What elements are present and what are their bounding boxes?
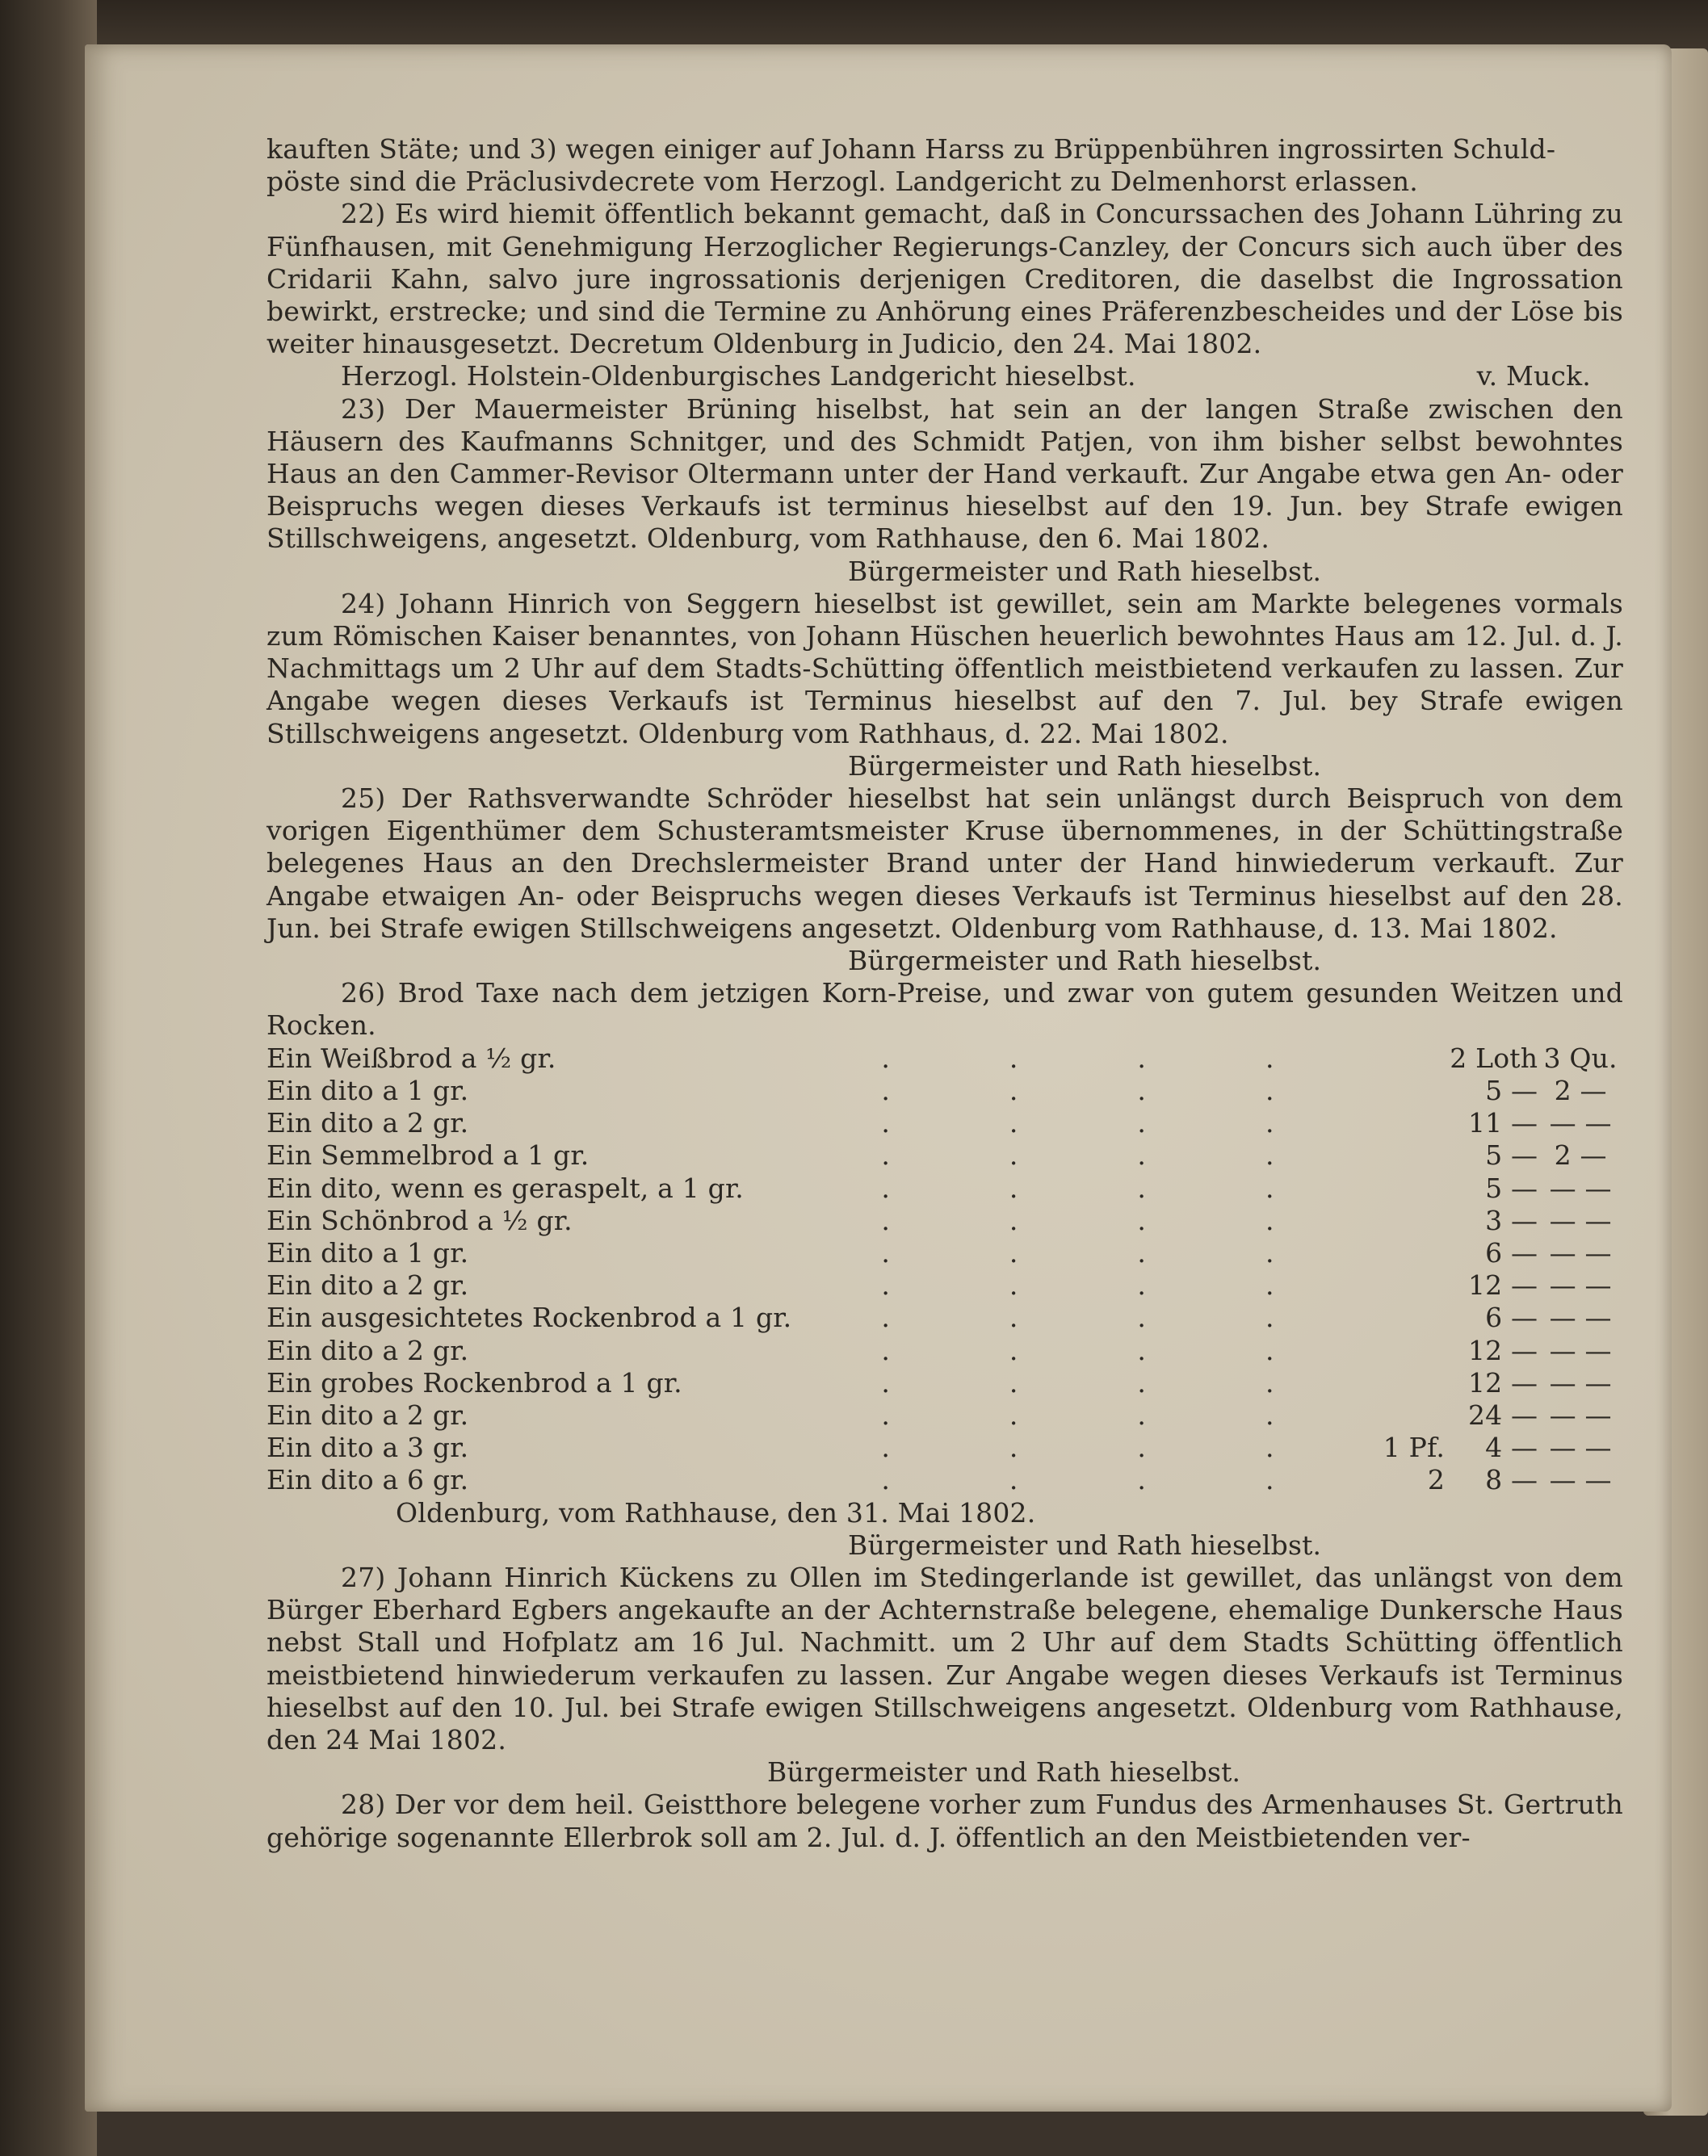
bread-item: Ein grobes Rockenbrod a 1 gr. xyxy=(266,1366,682,1399)
leader-mark: ․ xyxy=(881,1366,891,1399)
book-binding-edge xyxy=(0,0,97,2156)
leader-mark: ․ xyxy=(1137,1236,1147,1269)
bread-item: Ein dito a 2 gr. xyxy=(266,1269,469,1302)
notice-24: 24) Johann Hinrich von Seggern hieselbst ist gewillet, sein am Markte belegenes vormals zum Römischen Kaiser benanntes, von Johann Hüschen heuerlich bewohntes Haus am 12. Jul. d. J. Nachmittags um 2 Uhr auf dem Stadts-Schütting öffentlich meistbietend verkaufen zu lassen. Zur Angabe wegen dieses Verkaufs ist Terminus hieselbst auf den 7. Jul. bey Strafe ewigen Stillschweigens angesetzt. Oldenburg vom Rathhaus, d. 22. Mai 1802. xyxy=(266,587,1623,749)
bread-loth: 6 — xyxy=(1485,1302,1538,1334)
leader-mark: ․ xyxy=(1009,1172,1018,1204)
bread-pfund xyxy=(1334,1335,1445,1367)
leader-mark: ․ xyxy=(1265,1366,1274,1399)
leader-mark: ․ xyxy=(1009,1139,1018,1172)
notice-27-signature: Bürgermeister und Rath hieselbst. xyxy=(767,1756,1241,1789)
bread-row xyxy=(266,1042,1623,1075)
bread-item: Ein dito a 2 gr. xyxy=(266,1107,469,1139)
leader-mark: ․ xyxy=(881,1042,891,1074)
leader-mark: ․ xyxy=(1009,1334,1018,1366)
leader-mark: ․ xyxy=(1137,1172,1147,1204)
leader-mark: ․ xyxy=(1137,1399,1147,1431)
notice-23: 23) Der Mauermeister Brüning hiselbst, hat sein an der langen Straße zwischen den Häusern des Kaufmanns Schnitger, und des Schmidt Patjen, von ihm bisher selbst bewohntes Haus an den Cammer-Revisor Oltermann unter der Hand verkauft. Zur Angabe etwa gen An- oder Beispruchs wegen dieses Verkaufs ist terminus hieselbst auf den 19. Jun. bey Strafe ewigen Stillschweigens, angesetzt. Oldenburg, vom Rathhause, den 6. Mai 1802. xyxy=(266,392,1623,555)
leader-mark: ․ xyxy=(1265,1269,1274,1302)
bread-pfund xyxy=(1334,1075,1445,1107)
bread-row xyxy=(266,1367,1623,1399)
bread-item: Ein dito, wenn es geraspelt, a 1 gr. xyxy=(266,1172,745,1204)
bread-row xyxy=(266,1302,1623,1334)
leader-mark: ․ xyxy=(1009,1399,1018,1431)
bread-pfund xyxy=(1334,1107,1445,1139)
leader-mark: ․ xyxy=(1009,1042,1018,1074)
leader-mark: ․ xyxy=(1265,1464,1274,1496)
bread-row xyxy=(266,1075,1623,1107)
leader-mark: ․ xyxy=(1137,1464,1147,1496)
notice-26-signature: Bürgermeister und Rath hieselbst. xyxy=(848,1529,1322,1561)
bread-quentchen: — — xyxy=(1549,1432,1612,1464)
leader-mark: ․ xyxy=(1265,1302,1274,1334)
leader-mark: ․ xyxy=(1009,1269,1018,1302)
leader-mark: ․ xyxy=(1265,1204,1274,1236)
leader-mark: ․ xyxy=(1265,1139,1274,1172)
bread-pfund xyxy=(1334,1399,1445,1432)
leader-mark: ․ xyxy=(1137,1432,1147,1464)
leader-mark: ․ xyxy=(1009,1204,1018,1236)
leader-mark: ․ xyxy=(1265,1399,1274,1431)
notice-25-signature: Bürgermeister und Rath hieselbst. xyxy=(848,945,1322,977)
notice-24-signature: Bürgermeister und Rath hieselbst. xyxy=(848,749,1322,782)
leader-mark: ․ xyxy=(1009,1366,1018,1399)
leader-mark: ․ xyxy=(1009,1107,1018,1139)
leader-mark: ․ xyxy=(1009,1074,1018,1106)
bread-quentchen: — — xyxy=(1549,1107,1612,1139)
bread-quentchen: — — xyxy=(1549,1366,1612,1399)
leader-mark: ․ xyxy=(1137,1204,1147,1236)
p21-continuation-line1: kauften Stäte; und 3) wegen einiger auf Johann Harss zu Brüppenbühren ingrossirten Schuld- xyxy=(266,133,1556,165)
leader-mark: ․ xyxy=(1265,1432,1274,1464)
leader-mark: ․ xyxy=(1009,1302,1018,1334)
bread-item: Ein dito a 1 gr. xyxy=(266,1074,469,1106)
bread-loth: 12 — xyxy=(1467,1269,1538,1302)
bread-loth: 5 — xyxy=(1485,1139,1538,1172)
bread-loth: 4 — xyxy=(1485,1432,1538,1464)
bread-row xyxy=(266,1139,1623,1172)
bread-loth: 6 — xyxy=(1485,1236,1538,1269)
leader-mark: ․ xyxy=(1009,1236,1018,1269)
leader-mark: ․ xyxy=(1137,1139,1147,1172)
bread-item: Ein dito a 1 gr. xyxy=(266,1236,469,1269)
bread-row xyxy=(266,1237,1623,1269)
bread-pfund xyxy=(1334,1205,1445,1237)
bread-loth: 12 — xyxy=(1467,1334,1538,1366)
leader-mark: ․ xyxy=(881,1269,891,1302)
bread-item: Ein dito a 2 gr. xyxy=(266,1334,469,1366)
notice-26-date: Oldenburg, vom Rathhause, den 31. Mai 1802. xyxy=(396,1496,1036,1529)
notice-22-signature: v. Muck. xyxy=(1476,360,1591,392)
bread-row xyxy=(266,1335,1623,1367)
leader-mark: ․ xyxy=(1137,1107,1147,1139)
bread-row xyxy=(266,1172,1623,1205)
bread-row xyxy=(266,1205,1623,1237)
bread-pfund xyxy=(1334,1367,1445,1399)
leader-mark: ․ xyxy=(1137,1074,1147,1106)
leader-mark: ․ xyxy=(1137,1302,1147,1334)
leader-mark: ․ xyxy=(881,1399,891,1431)
notice-22: 22) Es wird hiemit öffentlich bekannt gemacht, daß in Concurssachen des Johann Lühring zu Fünfhausen, mit Genehmigung Herzoglicher Regierungs-Canzley, der Concurs sich auch über des Cridarii Kahn, salvo jure ingrossationis derjenigen Creditoren, die daselbst die Ingrossation bewirkt, erstrecke; und sind die Termine zu Anhörung eines Präferenzbescheides und der Löse bis weiter hinausgesetzt. Decretum Oldenburg in Judicio, den 24. Mai 1802. xyxy=(266,198,1623,360)
bread-item: Ein ausgesichtetes Rockenbrod a 1 gr. xyxy=(266,1302,792,1334)
leader-mark: ․ xyxy=(1265,1236,1274,1269)
leader-mark: ․ xyxy=(881,1302,891,1334)
leader-mark: ․ xyxy=(1137,1269,1147,1302)
bread-quentchen: 2 — xyxy=(1554,1139,1607,1172)
notice-25: 25) Der Rathsverwandte Schröder hieselbst hat sein unlängst durch Beispruch von dem vorigen Eigenthümer dem Schusteramtsmeister Kruse übernommenes, in der Schüttingstraße belegenes Haus an den Drechslermeister Brand unter der Hand hinwiederum verkauft. Zur Angabe etwaigen An- oder Beispruchs wegen dieses Verkaufs ist Terminus hieselbst auf den 28. Jun. bei Strafe ewigen Stillschweigens angesetzt. Oldenburg vom Rathhause, d. 13. Mai 1802. xyxy=(266,782,1623,944)
bread-row xyxy=(266,1399,1623,1432)
bread-quentchen: — — xyxy=(1549,1204,1612,1236)
leader-mark: ․ xyxy=(1137,1366,1147,1399)
bread-pfund xyxy=(1334,1237,1445,1269)
bread-quentchen: — — xyxy=(1549,1464,1612,1496)
bread-pfund xyxy=(1334,1172,1445,1205)
leader-mark: ․ xyxy=(881,1432,891,1464)
leader-mark: ․ xyxy=(1009,1464,1018,1496)
leader-mark: ․ xyxy=(1137,1334,1147,1366)
bread-loth: 11 — xyxy=(1467,1107,1538,1139)
leader-mark: ․ xyxy=(1265,1042,1274,1074)
page-text xyxy=(266,133,1623,1854)
bread-quentchen: — — xyxy=(1549,1236,1612,1269)
bread-pfund xyxy=(1334,1269,1445,1302)
bread-quentchen: — — xyxy=(1549,1399,1612,1431)
notice-27: 27) Johann Hinrich Kückens zu Ollen im Stedingerlande ist gewillet, das unlängst von dem Bürger Eberhard Egbers angekaufte an der Achternstraße belegene, ehemalige Dunkersche Haus nebst Stall und Hofplatz am 16 Jul. Nachmitt. um 2 Uhr auf dem Stadts Schütting öffentlich meistbietend hinwiederum verkaufen zu lassen. Zur Angabe wegen dieses Verkaufs ist Terminus hieselbst auf den 10. Jul. bei Strafe ewigen Stillschweigens angesetzt. Oldenburg vom Rathhause, den 24 Mai 1802. xyxy=(266,1561,1623,1755)
leader-mark: ․ xyxy=(1265,1107,1274,1139)
bread-item: Ein Weißbrod a ½ gr. xyxy=(266,1042,556,1074)
leader-mark: ․ xyxy=(881,1334,891,1366)
bread-loth: 3 — xyxy=(1485,1204,1538,1236)
leader-mark: ․ xyxy=(881,1204,891,1236)
bread-quentchen: 3 Qu. xyxy=(1543,1042,1618,1074)
notice-28: 28) Der vor dem heil. Geistthore belegene vorher zum Fundus des Armenhauses St. Gertruth gehörige sogenannte Ellerbrok soll am 2. Jul. d. J. öffentlich an den Meistbietenden ver- xyxy=(266,1789,1623,1853)
bread-quentchen: 2 — xyxy=(1554,1074,1607,1106)
bread-item: Ein dito a 6 gr. xyxy=(266,1464,469,1496)
bread-pfund: 2 xyxy=(1427,1464,1446,1496)
bread-quentchen: — — xyxy=(1549,1334,1612,1366)
bread-item: Ein Semmelbrod a 1 gr. xyxy=(266,1139,590,1172)
leader-mark: ․ xyxy=(881,1139,891,1172)
leader-mark: ․ xyxy=(1265,1074,1274,1106)
notice-23-signature: Bürgermeister und Rath hieselbst. xyxy=(848,555,1322,587)
leader-mark: ․ xyxy=(881,1464,891,1496)
bread-item: Ein dito a 2 gr. xyxy=(266,1399,469,1431)
bread-pfund xyxy=(1334,1302,1445,1334)
bread-row xyxy=(266,1432,1623,1464)
bread-quentchen: — — xyxy=(1549,1172,1612,1204)
leader-mark: ․ xyxy=(881,1107,891,1139)
notice-22-signature-line xyxy=(266,360,1623,392)
leader-mark: ․ xyxy=(1265,1172,1274,1204)
bread-loth: 5 — xyxy=(1485,1074,1538,1106)
leader-mark: ․ xyxy=(1137,1042,1147,1074)
bread-loth: 2 Loth xyxy=(1450,1042,1538,1074)
bread-item: Ein dito a 3 gr. xyxy=(266,1432,469,1464)
bread-row xyxy=(266,1464,1623,1496)
bread-quentchen: — — xyxy=(1549,1302,1612,1334)
bread-row xyxy=(266,1269,1623,1302)
bread-price-table xyxy=(266,1042,1623,1497)
bread-loth: 24 — xyxy=(1467,1399,1538,1431)
bread-item: Ein Schönbrod a ½ gr. xyxy=(266,1204,573,1236)
bread-pfund: 1 Pf. xyxy=(1383,1432,1446,1464)
bread-loth: 12 — xyxy=(1467,1366,1538,1399)
notice-22-court: Herzogl. Holstein-Oldenburgisches Landgericht hieselbst. xyxy=(341,360,1136,392)
bread-pfund xyxy=(1334,1139,1445,1172)
leader-mark: ․ xyxy=(881,1074,891,1106)
leader-mark: ․ xyxy=(1265,1334,1274,1366)
notice-26-intro: 26) Brod Taxe nach dem jetzigen Korn-Preise, und zwar von gutem gesunden Weitzen und Rocken. xyxy=(266,977,1623,1042)
p21-continuation-line2: pöste sind die Präclusivdecrete vom Herzogl. Landgericht zu Delmenhorst erlassen. xyxy=(266,166,1418,198)
bread-row xyxy=(266,1107,1623,1139)
bread-loth: 8 — xyxy=(1485,1464,1538,1496)
bread-pfund xyxy=(1334,1042,1445,1075)
book-top-shadow xyxy=(0,0,1708,48)
leader-mark: ․ xyxy=(881,1236,891,1269)
leader-mark: ․ xyxy=(1009,1432,1018,1464)
bread-loth: 5 — xyxy=(1485,1172,1538,1204)
leader-mark: ․ xyxy=(881,1172,891,1204)
bread-quentchen: — — xyxy=(1549,1269,1612,1302)
